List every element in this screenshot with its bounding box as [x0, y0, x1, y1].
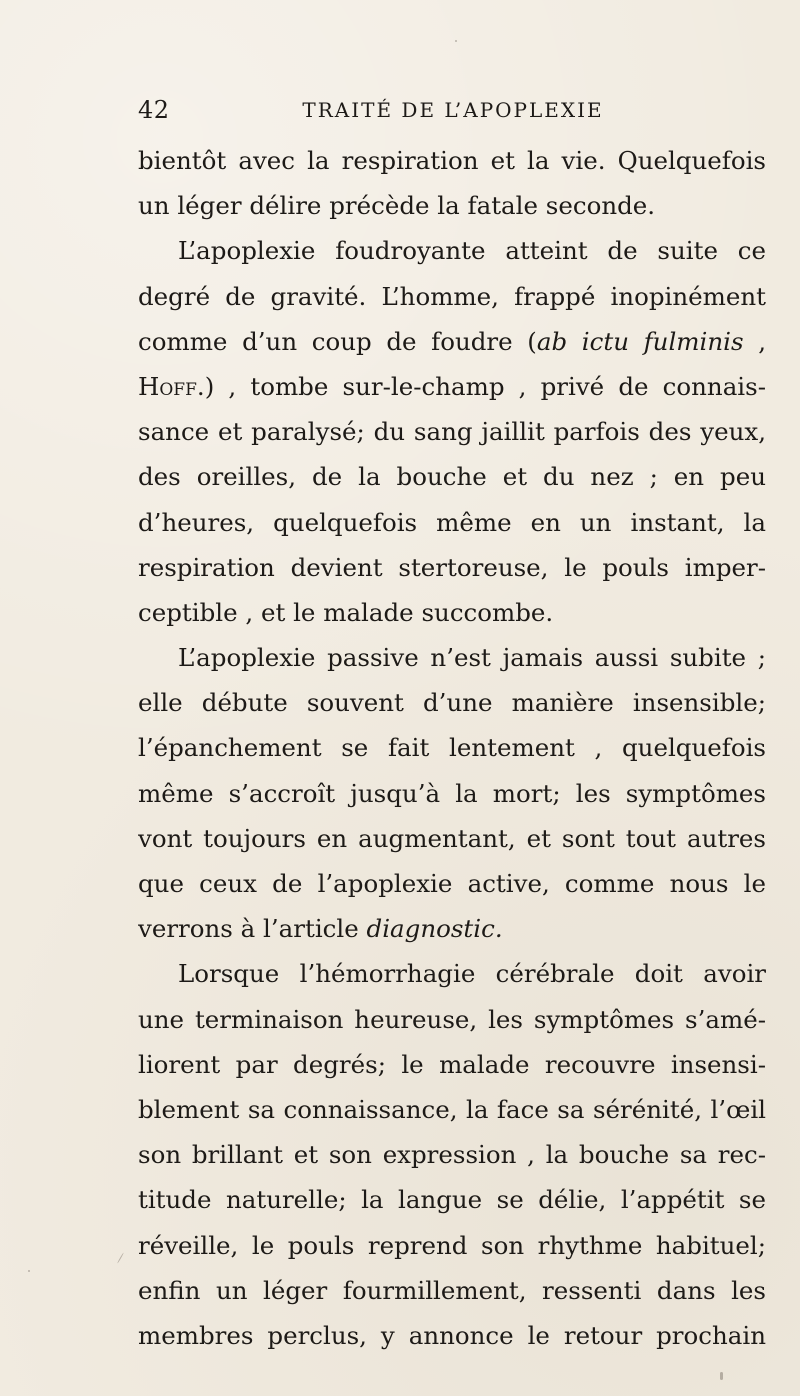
text-line: bientôt avec la respiration et la vie. Quelquefois	[138, 146, 766, 175]
text-line: une terminaison heureuse, les symptômes s’amé-	[138, 1004, 766, 1034]
text-line: des oreilles, de la bouche et du nez ; en peu	[138, 462, 766, 492]
text-line: titude naturelle; la langue se délie, l’appétit se	[138, 1185, 766, 1215]
text-run: comme d’un coup de foudre (	[138, 326, 537, 356]
cross-reference: diagnostic.	[366, 914, 503, 944]
text-line: blement sa connaissance, la face sa sérénité, l’œil	[138, 1094, 766, 1124]
paper-speck	[28, 1270, 30, 1272]
text-run: ) , tombe sur-le-champ , privé de connais-	[204, 371, 766, 401]
text-line: d’heures, quelquefois même en un instant, la	[138, 507, 766, 537]
author-abbreviation: Hoff.	[138, 371, 205, 401]
text-line: respiration devient stertoreuse, le pouls imper-	[138, 552, 766, 582]
text-line	[138, 906, 766, 951]
text-line: l’épanchement se fait lentement , quelquefois	[138, 733, 766, 763]
text-line: vont toujours en augmentant, et sont tout autres	[138, 823, 766, 853]
paper-speck	[720, 1372, 723, 1380]
text-line: elle débute souvent d’une manière insensible;	[138, 688, 766, 718]
text-line: un léger délire précède la fatale seconde.	[138, 191, 656, 221]
latin-citation: ab ictu fulminis	[536, 326, 744, 356]
text-line: sance et paralysé; du sang jaillit parfois des yeux,	[138, 417, 766, 447]
running-head	[138, 92, 768, 128]
paper-speck	[117, 1253, 124, 1264]
text-line: ceptible , et le malade succombe.	[138, 597, 554, 627]
body-text	[138, 138, 766, 1358]
paragraph-start-line: L’apoplexie foudroyante atteint de suite ce	[178, 236, 766, 266]
paper-speck	[455, 40, 457, 42]
paragraph-start-line: L’apoplexie passive n’est jamais aussi subite ;	[178, 643, 766, 673]
text-line	[138, 319, 766, 364]
text-line: liorent par degrés; le malade recouvre insensi-	[138, 1049, 766, 1079]
text-line: membres perclus, y annonce le retour prochain	[138, 1320, 766, 1350]
text-line: son brillant et son expression , la bouche sa rec-	[138, 1140, 766, 1170]
text-line: réveille, le pouls reprend son rhythme habituel;	[138, 1230, 766, 1260]
text-run: ,	[743, 326, 766, 356]
text-line: degré de gravité. L’homme, frappé inopinément	[138, 281, 766, 311]
text-line: même s’accroît jusqu’à la mort; les symptômes	[138, 778, 766, 808]
running-title: TRAITÉ DE L’APOPLEXIE	[302, 98, 604, 122]
text-line	[138, 364, 766, 409]
text-line: enfin un léger fourmillement, ressenti dans les	[138, 1275, 766, 1305]
paragraph-start-line: Lorsque l’hémorrhagie cérébrale doit avoir	[178, 959, 766, 989]
text-run: verrons à l’article	[138, 914, 367, 944]
text-line: que ceux de l’apoplexie active, comme nous le	[138, 869, 766, 898]
page-number: 42	[138, 96, 170, 124]
